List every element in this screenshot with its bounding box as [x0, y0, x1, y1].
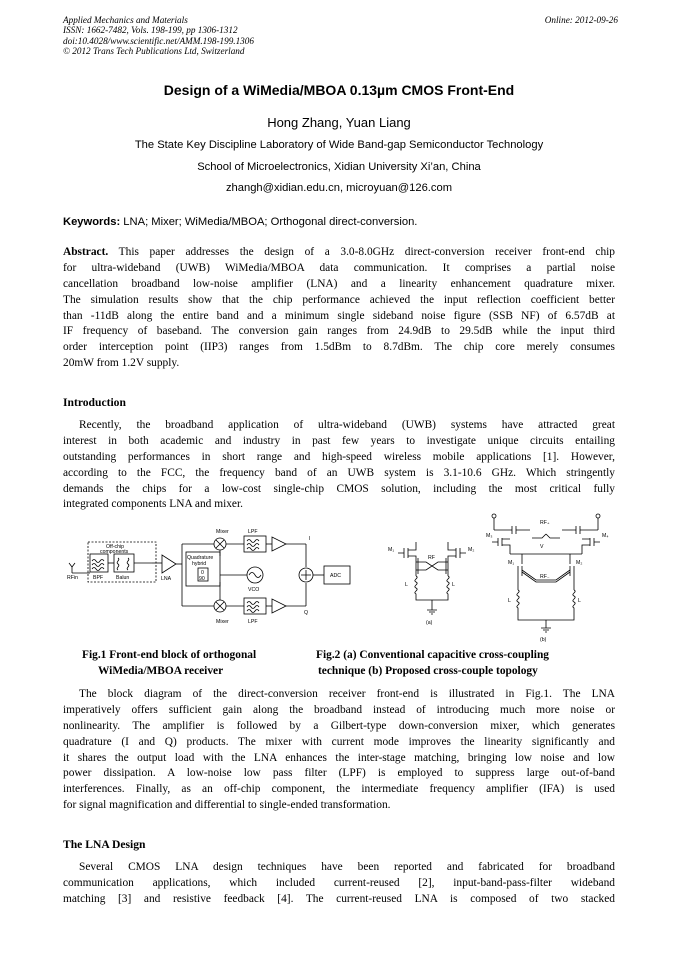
label-ninety-deg: 90 — [199, 576, 205, 582]
label-l-left-b: L — [508, 598, 511, 604]
paper-title: Design of a WiMedia/MBOA 0.13µm CMOS Front-End — [163, 82, 515, 98]
label-lna: LNA — [161, 576, 172, 582]
inductor-pair-a — [415, 576, 449, 600]
body-paragraph — [63, 687, 615, 814]
intro-line: according to the FCC, the frequency band of an UWB system is 3.1-10.6 GHz. Which stringently — [63, 466, 615, 479]
fig1-caption: Fig.1 Front-end block of orthogonal WiMedia/MBOA receiver — [82, 649, 257, 677]
antenna-icon — [69, 563, 75, 573]
abstract-label: Abstract. — [63, 246, 109, 258]
intro-line: outstanding performances in short range and high-speed wireless mobile applications [1]. However, — [63, 450, 615, 463]
inductor-pair-b — [517, 590, 575, 620]
label-quadrature: Quadrature — [187, 555, 214, 561]
abstract-line: Abstract. This paper addresses the design of a 3.0-8.0GHz direct-conversion receiver front-end chip — [63, 246, 615, 258]
label-m1-a: M₁ — [388, 547, 395, 553]
author-list: Hong Zhang, Yuan Liang — [267, 115, 411, 130]
label-m3: M₃ — [486, 533, 493, 539]
label-lpf-bottom: LPF — [248, 619, 258, 625]
label-hybrid: hybrid — [192, 561, 207, 567]
label-q-output: Q — [304, 610, 309, 616]
intro-line: interest in both academic and industry in past few years to investigate unique circuits entailing — [63, 434, 615, 447]
body-line: imperatively offers sufficient gain along the broadband instead of introducing much more noise or — [63, 703, 615, 716]
keywords-label: Keywords: — [63, 216, 121, 228]
keywords-text: LNA; Mixer; WiMedia/MBOA; Orthogonal direct-conversion. — [120, 216, 418, 228]
label-offchip: Off-chip — [106, 544, 125, 550]
body-line: nonlinearity. The amplifier is followed by a Gilbert-type down-conversion mixer, which generates — [63, 719, 615, 732]
affiliation-lab: The State Key Discipline Laboratory of Wide Band-gap Semiconductor Technology — [134, 139, 544, 151]
lna-amplifier — [162, 555, 176, 573]
body-line: The block diagram of the direct-conversion receiver front-end is illustrated in Fig.1. The LNA — [79, 688, 615, 700]
circuit-a — [398, 542, 466, 614]
abstract-line: order interception point (IIP3) ranges from 1.5dBm to 8.7dBm. The chip core merely consumes — [63, 341, 615, 354]
section-heading-introduction: Introduction — [63, 396, 126, 409]
abstract-line: for ultra-wideband (UWB) WiMedia/MBOA data communication. It comprises a partial noise — [63, 261, 615, 274]
label-l-right-a: L — [452, 582, 455, 588]
label-sub-a: (a) — [426, 620, 433, 626]
label-sub-b: (b) — [540, 637, 547, 643]
label-lpf-top: LPF — [248, 529, 258, 535]
label-i-output: I — [309, 536, 311, 542]
label-m4: M₄ — [602, 533, 609, 539]
online-date: Online: 2012-09-26 — [544, 15, 618, 25]
abstract-line: cancellation broadband low-noise amplifier (LNA) and a linearity enhancement quadrature mixer. — [63, 277, 615, 290]
label-m1-b: M₁ — [508, 560, 515, 566]
label-mixer-top: Mixer — [216, 529, 229, 535]
circuit-b — [492, 514, 600, 632]
label-l-right-b: L — [578, 598, 581, 604]
label-rf-a: RF — [428, 555, 435, 561]
label-vbias: V — [540, 544, 544, 550]
intro-line: Recently, the broadband application of ultra-wideband (UWB) systems have attracted great — [79, 419, 615, 431]
copyright-line: © 2012 Trans Tech Publications Ltd, Switzerland — [63, 46, 245, 57]
lna-line: Several CMOS LNA design techniques have been reported and fabricated for broadband — [79, 861, 615, 873]
intro-line: demands the chips for a low-cost single-chip CMOS solution, including the most critical fully — [63, 482, 615, 495]
ifa-top — [272, 537, 286, 551]
label-l-left-a: L — [405, 582, 408, 588]
journal-name: Applied Mechanics and Materials — [63, 15, 188, 25]
label-rf-minus: RF₋ — [540, 574, 550, 580]
fig1-block-diagram — [66, 526, 362, 630]
label-components: components — [100, 549, 129, 555]
doi-line: doi:10.4028/www.scientific.net/AMM.198-199.1306 — [63, 35, 254, 46]
author-email: zhangh@xidian.edu.cn, microyuan@126.com — [225, 182, 453, 194]
lna-line: communication applications, which included current-reused [2], input-band-pass-filter wideband — [63, 876, 615, 889]
fig2-circuit-diagrams — [382, 510, 622, 644]
affiliation-school: School of Microelectronics, Xidian University Xi’an, China — [197, 161, 481, 173]
body-line: power dissipation. A low-noise low pass filter (LPF) is employed to suppress large out-of-band — [63, 767, 615, 780]
abstract-line: 20mW from 1.2V supply. — [63, 357, 180, 370]
journal-header — [63, 15, 618, 57]
body-line: quadrature (I and Q) products. The mixer with current mode improves the linearity significantly and — [63, 735, 615, 748]
label-vco: VCO — [248, 587, 260, 593]
section-heading-lna-design: The LNA Design — [63, 838, 146, 851]
lna-line: matching [3] and resistive feedback [4]. The current-reused LNA is composed of two stacked — [63, 892, 615, 905]
introduction-text — [63, 418, 615, 513]
abstract-line: The simulation results show that the chip performance achieved the input reflection coefficient better — [63, 293, 615, 306]
abstract — [63, 245, 615, 372]
intro-line: integrated components LNA and mixer. — [63, 498, 243, 511]
label-mixer-bottom: Mixer — [216, 619, 229, 625]
label-balun: Balun — [116, 575, 130, 581]
body-line: it shares the output load with the LNA enhances the inter-stage matching, bringing low noise and low — [63, 751, 615, 764]
label-adc: ADC — [330, 573, 341, 579]
keywords — [63, 216, 615, 228]
label-rf-plus: RF₊ — [540, 520, 550, 526]
ifa-bottom — [272, 599, 286, 613]
body-line: for signal magnification and differential to single-ended transformation. — [63, 799, 391, 812]
label-zero-deg: 0 — [201, 570, 204, 576]
label-m2-b: M₂ — [576, 560, 583, 566]
bpf-block — [90, 554, 108, 572]
body-line: interferences. Finally, as an off-chip component, the intermediate frequency amplifier (IFA) is used — [63, 783, 615, 796]
lna-design-text — [63, 860, 615, 908]
label-bpf: BPF — [93, 575, 104, 581]
issn-line: ISSN: 1662-7482, Vols. 198-199, pp 1306-1312 — [63, 25, 238, 36]
abstract-line: than -11dB along the entire band and a minimum single sideband noise figure (SSB NF) of 6.57dB at — [63, 309, 615, 322]
fig2-caption: Fig.2 (a) Conventional capacitive cross-coupling technique (b) Proposed cross-couple topology — [316, 649, 549, 677]
abstract-line: IF frequency of baseband. The conversion gain ranges from 24.9dB to 29.5dB while the input third — [63, 325, 615, 338]
label-m2-a: M₂ — [468, 547, 475, 553]
label-rfin: RFin — [67, 575, 78, 581]
